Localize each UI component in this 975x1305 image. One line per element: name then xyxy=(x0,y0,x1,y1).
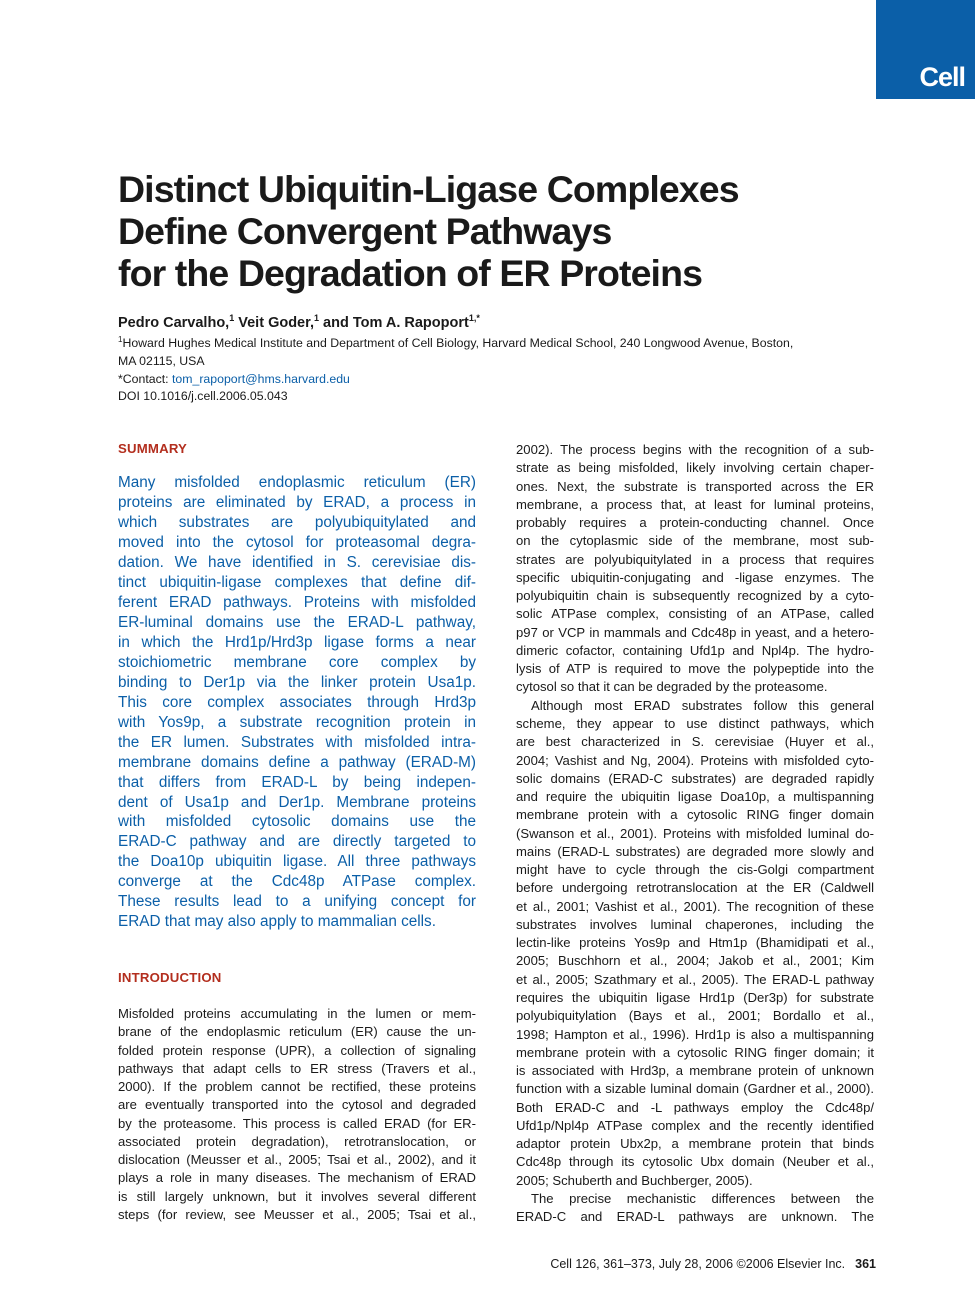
text-line: function with a sizable luminal domain (Gardner et al., 2000). xyxy=(516,1081,874,1097)
text-line: 2000). If the problem cannot be rectified, these proteins xyxy=(118,1079,476,1095)
text-line: Although most ERAD substrates follow this general xyxy=(531,697,874,713)
text-line: Many misfolded endoplasmic reticulum (ER) xyxy=(118,474,476,491)
text-line: Both ERAD-C and -L pathways employ the Cdc48p/ xyxy=(516,1099,874,1115)
title-line: Define Convergent Pathways xyxy=(118,210,612,252)
summary-text xyxy=(118,473,476,932)
contact-label: *Contact: xyxy=(118,371,172,386)
text-line: The precise mechanistic differences between the xyxy=(531,1190,874,1206)
text-line: ones. Next, the substrate is transported across the ER xyxy=(516,478,874,494)
author-name: and Tom A. Rapoport xyxy=(319,314,469,331)
text-line: which substrates are polyubiquitylated and xyxy=(118,513,476,531)
text-line: 2002). The process begins with the recognition of a sub- xyxy=(516,442,874,457)
page-footer xyxy=(550,1257,876,1271)
text-line: might have to cycle through the cis-Golgi compartment xyxy=(516,862,874,878)
article-title xyxy=(118,168,838,294)
text-line: ferent ERAD pathways. Proteins with misfolded xyxy=(118,593,476,611)
author-affiliation-mark: 1 xyxy=(314,313,320,323)
title-line: for the Degradation of ER Proteins xyxy=(118,252,703,294)
text-line: solic domains (ERAD-C substrates) are degraded rapidly xyxy=(516,770,874,786)
text-line: is associated with Hrd3p, a membrane protein of unknown xyxy=(516,1063,874,1079)
author-affiliation-mark: 1,* xyxy=(468,313,480,323)
text-line: membrane, a process that, at least for luminal proteins, xyxy=(516,496,874,512)
contact-email-link[interactable]: tom_rapoport@hms.harvard.edu xyxy=(172,371,350,386)
text-line: specific ubiquitin-conjugating and -ligase enzymes. The xyxy=(516,569,874,585)
text-line: folded protein response (UPR), a collection of signaling xyxy=(118,1042,476,1058)
text-line: by the proteasome. This process is called ERAD (for ER- xyxy=(118,1115,476,1131)
text-line: 2004; Vashist and Ng, 2004). Proteins with misfolded cyto- xyxy=(516,752,874,768)
text-line: polyubiquitin chain is subsequently recognized by a cyto- xyxy=(516,588,874,604)
text-line: are best characterized in S. cerevisiae (Huyer et al., xyxy=(516,734,874,750)
text-line: et al., 2005; Szathmary et al., 2005). The ERAD-L pathway xyxy=(516,971,874,987)
text-line: requires the ubiquitin ligase Hrd1p (Der3p) for substrate xyxy=(516,989,874,1005)
text-line: 1998; Hampton et al., 1996). Hrd1p is also a multispanning xyxy=(516,1026,874,1042)
journal-logo-text: Cell xyxy=(919,62,965,92)
author-affiliation-mark: 1 xyxy=(229,313,235,323)
text-line: mains (ERAD-L substrates) are degraded more slowly and xyxy=(516,843,874,859)
text-line: et al., 2001; Vashist et al., 2001). The recognition of these xyxy=(516,898,874,914)
text-line: Cdc48p through its cytosolic Ubx domain (Neuber et al., xyxy=(516,1154,874,1170)
text-line: and require the ubiquitin ligase Doa10p, a multispanning xyxy=(516,789,874,805)
text-line: converge at the Cdc48p ATPase complex. xyxy=(118,873,476,891)
text-line: stoichiometric membrane core complex by xyxy=(118,653,476,671)
affiliation-mark: 1 xyxy=(118,335,123,344)
text-line: membrane protein with a cytosolic RING finger domain; it xyxy=(516,1044,874,1060)
text-line: probably requires a protein-conducting channel. Once xyxy=(516,515,874,531)
text-line: These results lead to a unifying concept for xyxy=(118,893,476,911)
text-line: brane of the endoplasmic reticulum (ER) cause the un- xyxy=(118,1024,476,1040)
author-list xyxy=(118,313,480,331)
text-line: before undergoing retrotranslocation at the ER (Caldwell xyxy=(516,880,874,896)
text-line: This core complex associates through Hrd3p xyxy=(118,693,476,711)
affiliation-text: Howard Hughes Medical Institute and Department of Cell Biology, Harvard Medical School, 240 Longwood Avenue, Boston, xyxy=(122,336,794,351)
author-name: Veit Goder, xyxy=(234,314,314,331)
text-line: (Swanson et al., 2001). Proteins with misfolded luminal do- xyxy=(516,825,874,841)
text-line: 2005; Schuberth and Buchberger, 2005). xyxy=(516,1172,753,1188)
introduction-heading: INTRODUCTION xyxy=(118,970,222,985)
footer-citation: Cell 126, 361–373, July 28, 2006 ©2006 Elsevier Inc. xyxy=(550,1257,846,1271)
summary-heading: SUMMARY xyxy=(118,441,188,456)
text-line: that differs from ERAD-L by being indepen- xyxy=(118,773,476,791)
text-line: moved into the cytosol for proteasomal degra- xyxy=(118,533,476,551)
text-line: with Yos9p, a substrate recognition protein in xyxy=(118,713,476,731)
text-line: steps (for review, see Meusser et al., 2005; Tsai et al., xyxy=(118,1206,476,1222)
text-line: adaptor protein Ubx2p, a membrane protein that binds xyxy=(516,1136,874,1152)
title-line: Distinct Ubiquitin-Ligase Complexes xyxy=(118,168,739,210)
text-line: cytosol so that it can be degraded by the proteasome. xyxy=(516,679,828,695)
introduction-text xyxy=(118,1005,476,1224)
text-line: lysis of ATP is required to move the polypeptide into the xyxy=(516,661,874,677)
text-line: lectin-like proteins Yos9p and Htm1p (Bhamidipati et al., xyxy=(516,935,874,951)
text-line: dation. We have identified in S. cerevisiae dis- xyxy=(118,553,476,571)
text-line: membrane protein with a cytosolic RING finger domain xyxy=(516,807,874,823)
affiliation-block xyxy=(118,331,863,406)
doi-text: DOI 10.1016/j.cell.2006.05.043 xyxy=(118,389,288,404)
text-line: dislocation (Meusser et al., 2005; Tsai et al., 2002), and it xyxy=(118,1152,476,1168)
text-line: proteins are eliminated by ERAD, a process in xyxy=(118,493,476,511)
text-line: pathways that adapt cells to ER stress (Travers et al., xyxy=(118,1060,476,1076)
text-line: 2005; Buschhorn et al., 2004; Jakob et al., 2001; Kim xyxy=(516,953,874,969)
text-line: strate as being misfolded, likely involving certain chaper- xyxy=(516,460,874,476)
affiliation-text: MA 02115, USA xyxy=(118,353,205,368)
journal-logo xyxy=(876,0,975,99)
text-line: dent of Usa1p and Der1p. Membrane proteins xyxy=(118,793,476,811)
text-line: the Doa10p ubiquitin ligase. All three pathways xyxy=(118,853,476,871)
text-line: Misfolded proteins accumulating in the lumen or mem- xyxy=(118,1006,476,1021)
text-line: are eventually transported into the cytosol and degraded xyxy=(118,1097,476,1113)
text-line: binding to Der1p via the linker protein Usa1p. xyxy=(118,673,476,691)
text-line: solic ATPase complex, consisting of an ATPase, called xyxy=(516,606,874,622)
text-line: membrane domains define a pathway (ERAD-M) xyxy=(118,753,476,771)
text-line: plays a role in many diseases. The mechanism of ERAD xyxy=(118,1170,476,1186)
text-line: ERAD that may also apply to mammalian cells. xyxy=(118,913,436,931)
text-line: scheme, they appear to use distinct pathways, which xyxy=(516,715,874,731)
text-line: associated protein degradation), retrotranslocation, or xyxy=(118,1133,476,1149)
text-line: tinct ubiquitin-ligase complexes that define dif- xyxy=(118,573,476,591)
text-line: is still largely unknown, but it involves several different xyxy=(118,1188,476,1204)
text-line: Ufd1p/Npl4p ATPase complex and the recently identified xyxy=(516,1117,874,1133)
text-line: substrates involves luminal chaperones, including the xyxy=(516,916,874,932)
text-line: strates are polyubiquitylated in a process that requires xyxy=(516,551,874,567)
text-line: dimeric cofactor, containing Ufd1p and Npl4p. The hydro- xyxy=(516,642,874,658)
right-column-text xyxy=(516,441,874,1226)
page-number: 361 xyxy=(855,1257,876,1271)
text-line: on the cytoplasmic side of the membrane, most sub- xyxy=(516,533,874,549)
text-line: the ER lumen. Substrates with misfolded intra- xyxy=(118,733,476,751)
text-line: polyubiquitylation (Bays et al., 2001; Bordallo et al., xyxy=(516,1008,874,1024)
text-line: ERAD-C pathway and are directly targeted to xyxy=(118,833,476,851)
author-name: Pedro Carvalho, xyxy=(118,314,230,331)
text-line: ERAD-C and ERAD-L pathways are unknown. The xyxy=(516,1209,874,1225)
text-line: ER-luminal domains use the ERAD-L pathway, xyxy=(118,613,476,631)
text-line: with misfolded cytosolic domains use the xyxy=(118,813,476,831)
text-line: p97 or VCP in mammals and Cdc48p in yeast, and a hetero- xyxy=(516,624,874,640)
text-line: in which the Hrd1p/Hrd3p ligase forms a near xyxy=(118,633,476,651)
